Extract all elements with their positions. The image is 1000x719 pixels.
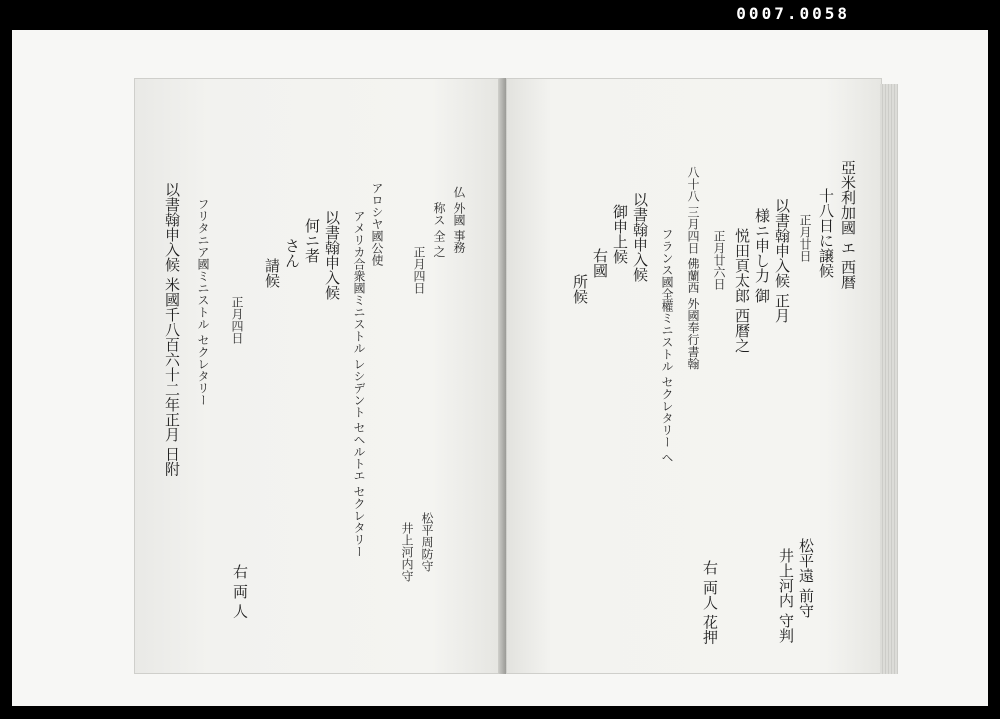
left-signature-2: 井上河内守 <box>400 522 414 582</box>
left-col-7: 何ニ者 <box>303 218 321 263</box>
open-book <box>116 78 898 674</box>
microfilm-frame-number: 0007.0058 <box>736 4 850 23</box>
left-signature-3: 右 両 人 <box>231 564 249 619</box>
left-col-10: 正月四日 <box>230 296 244 344</box>
right-col-12: 右國 <box>591 248 609 278</box>
page-edges <box>880 84 898 674</box>
left-col-2: 称ス 全 之 <box>432 202 446 258</box>
left-col-4: アロシヤ國公使 <box>370 182 384 266</box>
right-col-11: 御申上候 <box>611 204 629 264</box>
left-col-3: 正月四日 <box>412 246 426 294</box>
left-col-5: アメリカ合衆國ミニストル レシデント セヘルトエ セクレタリー <box>352 210 366 558</box>
left-signature-1: 松平周防守 <box>420 512 434 572</box>
right-signature-3: 右 両人 花押 <box>701 560 719 645</box>
right-signature-2: 井上河内 守判 <box>777 548 795 643</box>
right-col-1: 亞米利加國 エ 西暦 <box>839 160 857 290</box>
right-col-9: フランス國全權ミニストル セクレタリー ヘ <box>660 228 674 464</box>
right-col-4: 以書翰申入候 正月 <box>773 198 791 323</box>
right-col-13: 所候 <box>571 274 589 304</box>
left-col-1: 仏 外國 事務 <box>452 186 466 254</box>
left-col-6: 以書翰申入候 <box>323 210 341 300</box>
right-col-2: 十八日に譲候 <box>817 188 835 278</box>
right-signature-1: 松平遠 前守 <box>797 538 815 618</box>
right-col-5: 様ニ申し力 御 <box>753 208 771 303</box>
left-col-8: さん <box>283 238 301 268</box>
left-col-11: フリタニア國ミニストル セクレタリー <box>196 198 210 406</box>
left-page <box>134 78 506 674</box>
microfilm-mount <box>12 30 988 706</box>
right-col-8: 八十八 三月四日 佛蘭西 外國奉行書翰 <box>686 166 700 370</box>
left-col-9: 請候 <box>263 258 281 288</box>
right-col-10: 以書翰申入候 <box>631 192 649 282</box>
right-col-7: 正月廿六日 <box>712 230 726 290</box>
right-col-3: 正月廿日 <box>798 214 812 262</box>
left-col-12: 以書翰申入候 米國千八百六十二年正月 日附 <box>163 182 181 477</box>
right-page <box>506 78 882 674</box>
right-col-6: 悦田頁太郎 西曆之 <box>733 228 751 353</box>
